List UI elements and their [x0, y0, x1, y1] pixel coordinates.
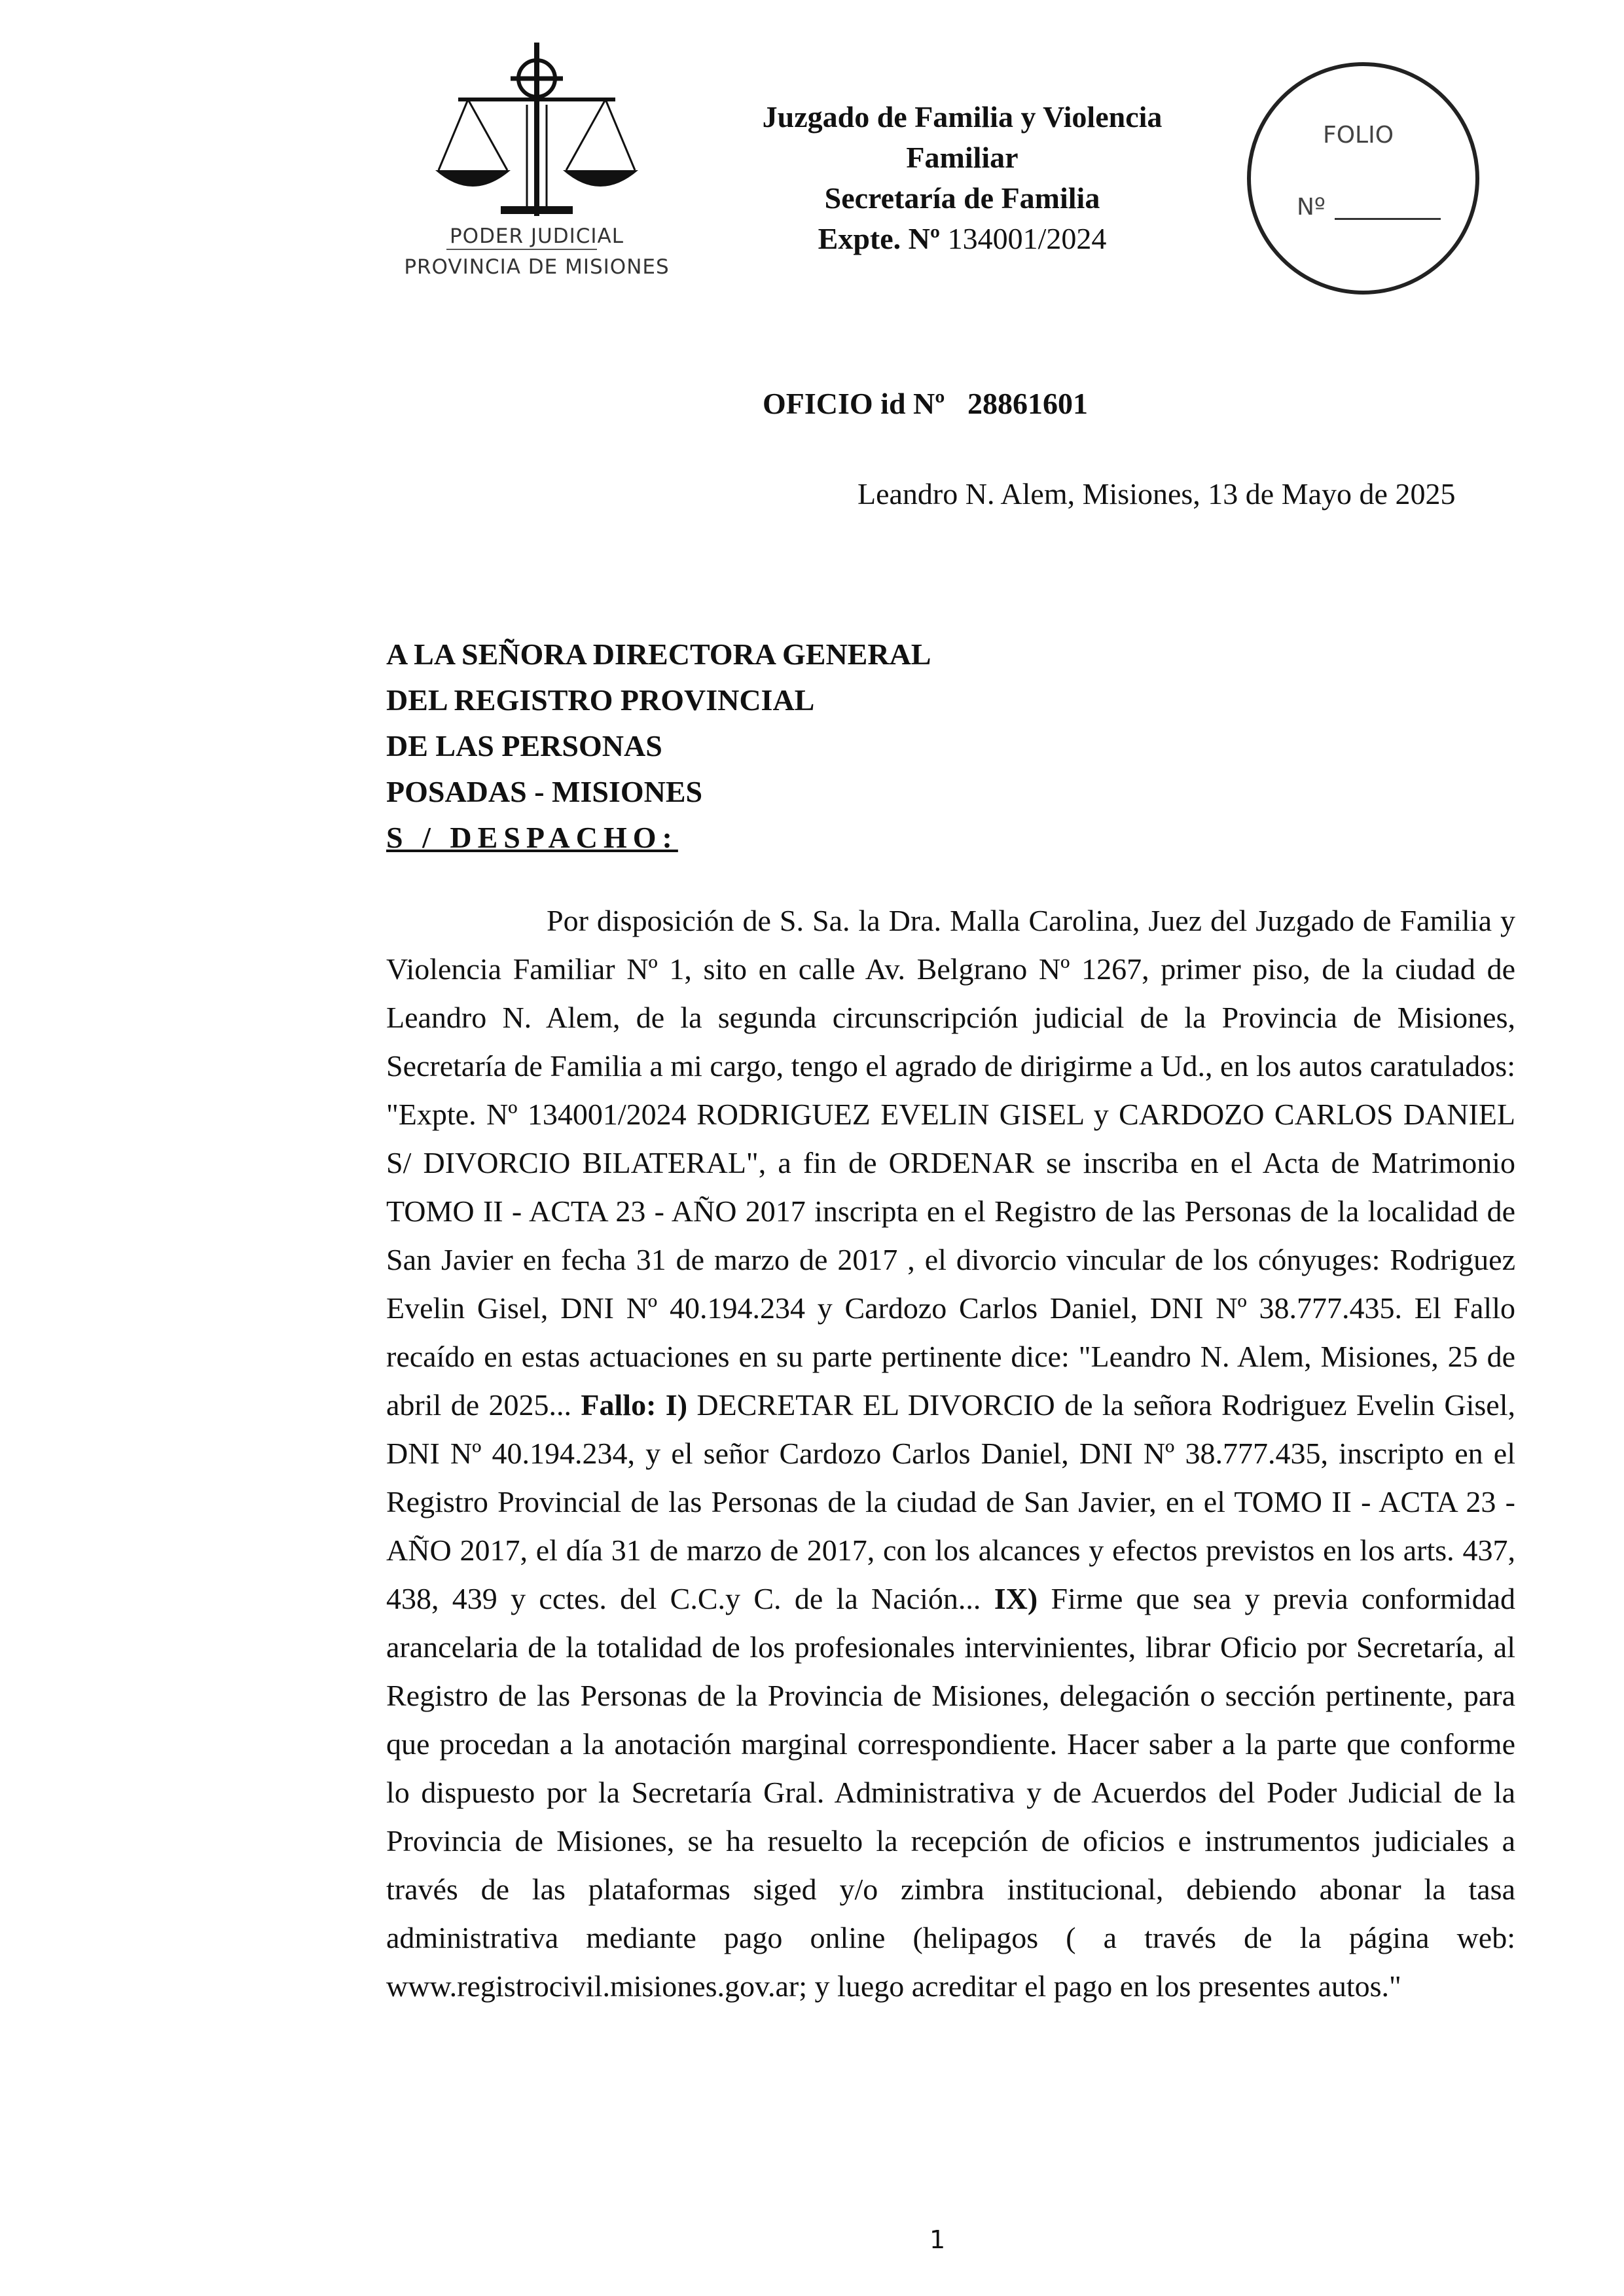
fallo-label: Fallo: I) [581, 1388, 688, 1422]
oficio-number: 28861601 [967, 387, 1088, 420]
oficio-id [763, 386, 1088, 421]
folio-number-blank [1335, 218, 1441, 220]
ix-label: IX) [994, 1582, 1038, 1615]
header-line-3: Secretaría de Familia [824, 181, 1100, 215]
court-logo [399, 39, 674, 288]
body-part-2: DECRETAR EL DIVORCIO de la señora Rodriguez Evelin Gisel, DNI Nº 40.194.234, y el señor Cardozo Carlos Daniel, DNI Nº 38.777.435, inscripto en el Registro Provincial de las Personas de la ciudad de San Javier, en el TOMO II - ACTA 23 - AÑO 2017, el día 31 de marzo de 2017, con los alcances y efectos previstos en los arts. 437, 438, 439 y cctes. del C.C.y C. de la Nación... [386, 1388, 1516, 1615]
recipient-line-3: DE LAS PERSONAS [386, 729, 662, 762]
expte-number: 134001/2024 [947, 222, 1107, 255]
page-number: 1 [929, 2225, 946, 2254]
header-line-1: Juzgado de Familia y Violencia [762, 100, 1163, 134]
folio-stamp [1247, 62, 1479, 295]
body-part-1: Por disposición de S. Sa. la Dra. Malla Carolina, Juez del Juzgado de Familia y Violencia Familiar Nº 1, sito en calle Av. Belgrano Nº 1267, primer piso, de la ciudad de Leandro N. Alem, de la segunda circunscripción judicial de la Provincia de Misiones, Secretaría de Familia a mi cargo, tengo el agrado de dirigirme a Ud., en los autos caratulados: "Expte. Nº 134001/2024 RODRIGUEZ EVELIN GISEL y CARDOZO CARLOS DANIEL S/ DIVORCIO BILATERAL", a fin de ORDENAR se inscriba en el Acta de Matrimonio TOMO II - ACTA 23 - AÑO 2017 inscripta en el Registro de las Personas de la localidad de San Javier en fecha 31 de marzo de 2017 , el divorcio vincular de los cónyuges: Rodriguez Evelin Gisel, DNI Nº 40.194.234 y Cardozo Carlos Daniel, DNI Nº 38.777.435. El Fallo recaído en estas actuaciones en su parte pertinente dice: "Leandro N. Alem, Misiones, 25 de abril de 2025... [386, 904, 1515, 1422]
header-line-2: Familiar [906, 141, 1019, 174]
folio-label: FOLIO [1323, 122, 1394, 149]
folio-number-label: Nº [1297, 194, 1326, 221]
body-paragraph [386, 897, 1515, 2011]
document-date: Leandro N. Alem, Misiones, 13 de Mayo de 2025 [857, 477, 1456, 511]
court-header [694, 97, 1231, 259]
logo-text-poder-judicial: PODER JUDICIAL [449, 224, 624, 248]
recipient-block [386, 632, 931, 861]
recipient-line-2: DEL REGISTRO PROVINCIAL [386, 683, 815, 717]
scales-of-justice-icon [435, 39, 638, 216]
body-part-3: Firme que sea y previa conformidad arancelaria de la totalidad de los profesionales intervinientes, librar Oficio por Secretaría, al Registro de las Personas de la Provincia de Misiones, delegación o sección pertinente, para que procedan a la anotación marginal correspondiente. Hacer saber a la parte que conforme lo dispuesto por la Secretaría Gral. Administrativa y de Acuerdos del Poder Judicial de la Provincia de Misiones, se ha resuelto la recepción de oficios e instrumentos judiciales a través de las plataformas siged y/o zimbra institucional, debiendo abonar la tasa administrativa mediante pago online (helipagos ( a través de la página web: www.registrocivil.misiones.gov.ar; y luego acreditar el pago en los presentes autos." [386, 1582, 1516, 2003]
recipient-line-4: POSADAS - MISIONES [386, 775, 703, 808]
oficio-label: OFICIO id Nº [763, 387, 945, 420]
recipient-line-1: A LA SEÑORA DIRECTORA GENERAL [386, 637, 931, 671]
header-expte [694, 219, 1231, 259]
despacho-line: S / DESPACHO: [386, 821, 678, 854]
expte-label: Expte. Nº [818, 222, 941, 255]
logo-text-provincia: PROVINCIA DE MISIONES [404, 255, 670, 279]
logo-divider [446, 249, 597, 250]
